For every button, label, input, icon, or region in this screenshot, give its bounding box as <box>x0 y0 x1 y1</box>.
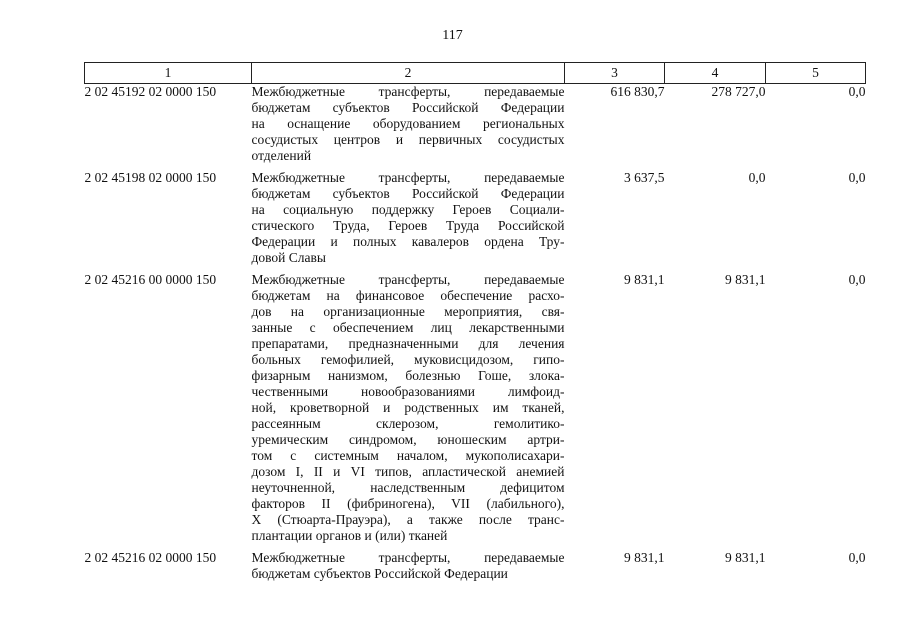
description-line: неуточненной, наследственным дефицитом <box>251 480 565 495</box>
description-line: бюджетам на финансовое обеспечение расхо- <box>251 288 565 303</box>
description <box>252 84 565 171</box>
description-line: ной, кроветворной и родственных им тканей, <box>251 400 565 415</box>
description-line: стического Труда, Героев Труда Российской <box>251 218 565 233</box>
amount-col5: 0,0 <box>848 550 866 565</box>
table-row <box>85 272 866 550</box>
description-line: плантации органов и (или) тканей <box>251 528 448 543</box>
budget-code: 2 02 45216 00 0000 150 <box>84 272 217 287</box>
description-line: том с системным началом, мукополисахари- <box>251 448 565 463</box>
amount-col5: 0,0 <box>848 84 866 99</box>
budget-code: 2 02 45216 02 0000 150 <box>84 550 217 565</box>
description-line: физарным нанизмом, болезнью Гоше, злока- <box>251 368 565 383</box>
description-line: препаратами, предназначенными для лечения <box>251 336 565 351</box>
column-header: 1 <box>85 63 252 84</box>
amount-col4: 9 831,1 <box>725 272 766 287</box>
description-line: Федерации и полных кавалеров ордена Тру- <box>251 234 565 249</box>
column-header: 5 <box>766 63 866 84</box>
amount-col3: 9 831,1 <box>624 272 665 287</box>
table-row <box>85 84 866 171</box>
description-line: на оснащение оборудованием региональных <box>251 116 565 131</box>
amount-col3: 616 830,7 <box>610 84 665 99</box>
description <box>252 272 565 550</box>
page-number: 117 <box>442 28 463 43</box>
table-body <box>85 84 866 589</box>
column-header: 4 <box>665 63 766 84</box>
description-line: уремическим синдромом, юношеским артри- <box>251 432 565 447</box>
description-line: рассеянным склерозом, гемолитико- <box>251 416 565 431</box>
amount-col4: 9 831,1 <box>725 550 766 565</box>
budget-code: 2 02 45198 02 0000 150 <box>84 170 217 185</box>
description <box>252 170 565 272</box>
budget-code: 2 02 45192 02 0000 150 <box>84 84 217 99</box>
description-line: Межбюджетные трансферты, передаваемые <box>251 550 565 565</box>
header-row <box>85 63 866 84</box>
column-header: 2 <box>252 63 565 84</box>
description-line: занные с обеспечением лиц лекарственными <box>251 320 565 335</box>
description-line: бюджетам субъектов Российской Федерации <box>251 566 508 581</box>
description-line: довой Славы <box>251 250 326 265</box>
table-row <box>85 170 866 272</box>
amount-col3: 9 831,1 <box>624 550 665 565</box>
description-line: сосудистых центров и первичных сосудистых <box>251 132 565 147</box>
budget-table <box>84 62 866 588</box>
amount-col3: 3 637,5 <box>624 170 665 185</box>
description-line: чественными новообразованиями лимфоид- <box>251 384 565 399</box>
description-line: Межбюджетные трансферты, передаваемые <box>251 84 565 99</box>
description-line: бюджетам субъектов Российской Федерации <box>251 186 565 201</box>
amount-col5: 0,0 <box>848 170 866 185</box>
description-line: дов на организационные мероприятия, свя- <box>251 304 565 319</box>
description <box>252 550 565 588</box>
table-row <box>85 550 866 588</box>
description-line: Межбюджетные трансферты, передаваемые <box>251 170 565 185</box>
description-line: факторов II (фибриногена), VII (лабильного), <box>251 496 565 511</box>
amount-col4: 0,0 <box>748 170 766 185</box>
description-line: на социальную поддержку Героев Социали- <box>251 202 565 217</box>
amount-col5: 0,0 <box>848 272 866 287</box>
description-line: Межбюджетные трансферты, передаваемые <box>251 272 565 287</box>
amount-col4: 278 727,0 <box>711 84 766 99</box>
description-line: бюджетам субъектов Российской Федерации <box>251 100 565 115</box>
description-line: X (Стюарта-Прауэра), а также после транс- <box>251 512 565 527</box>
description-line: дозом I, II и VI типов, апластической анемией <box>251 464 565 479</box>
description-line: больных гемофилией, муковисцидозом, гипо- <box>251 352 565 367</box>
column-header: 3 <box>565 63 665 84</box>
description-line: отделений <box>251 148 312 163</box>
